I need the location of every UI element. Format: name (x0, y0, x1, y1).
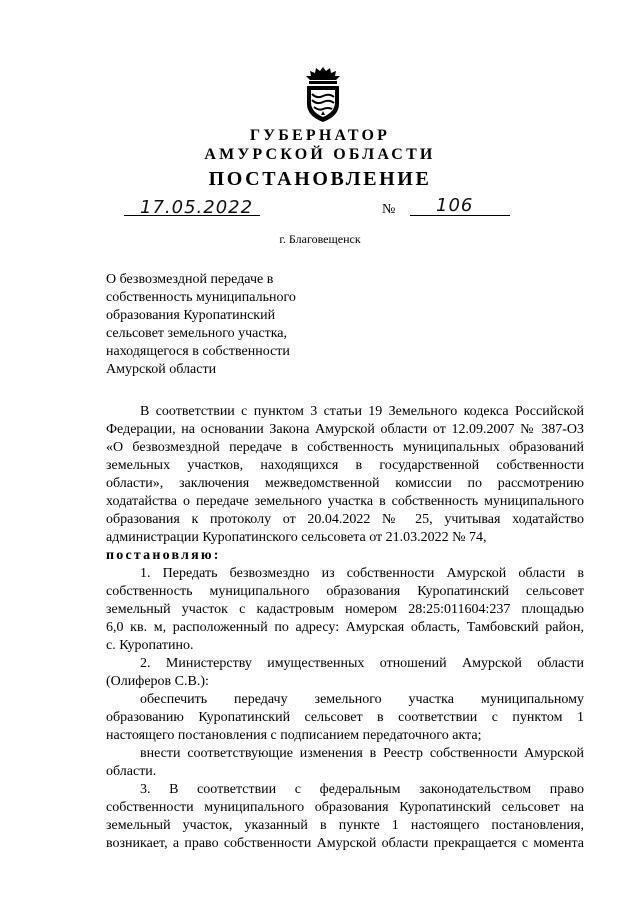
clause-1-line: 1. Передать безвозмездно из собственности Амурской области в (140, 566, 584, 581)
handwritten-date: 17.05.2022 (140, 197, 254, 218)
title-line: образования Куропатинский (106, 308, 276, 323)
header-decree: ПОСТАНОВЛЕНИЕ (208, 168, 432, 190)
clause-1-line: с. Куропатино. (106, 638, 194, 653)
clause-2-line: обеспечить передачу земельного участка муниципальному (140, 692, 584, 707)
clause-2-line: (Олиферов С.В.): (106, 674, 209, 689)
title-line: находящегося в собственности (106, 344, 290, 359)
header-region: АМУРСКОЙ ОБЛАСТИ (204, 146, 436, 163)
clause-1-line: земельный участок с кадастровым номером 28:25:011604:237 площадью (106, 602, 584, 617)
body-line: образования к протоколу от 20.04.2022 № 25, учитывая ходатайство (106, 512, 584, 527)
number-sign: № (382, 202, 396, 217)
clause-3-line: собственности муниципального образования Куропатинский сельсовет на (106, 800, 584, 815)
clause-3-line: возникает, а право собственности Амурской области прекращается с момента (106, 836, 584, 851)
document-title (106, 271, 296, 379)
clause-1-line: собственность муниципального образования Куропатинский сельсовет (106, 584, 584, 599)
title-line: Амурской области (106, 362, 217, 377)
title-line: О безвозмездной передаче в (106, 272, 274, 287)
handwritten-number: 106 (436, 195, 474, 216)
clause-2-line: 2. Министерству имущественных отношений Амурской области (140, 656, 584, 671)
clause-3-line: земельный участок, указанный в пункте 1 настоящего постановления, (106, 818, 584, 833)
title-line: сельсовет земельного участка, (106, 326, 288, 341)
decree-keyword: постановляю: (106, 548, 221, 563)
body-line: ходатайства о передаче земельного участка в собственность муниципального (106, 494, 584, 509)
body-line: «О безвозмездной передаче в собственность муниципальных образований (106, 440, 584, 455)
clause-2-line: внести соответствующие изменения в Реестр собственности Амурской (140, 746, 584, 761)
coat-of-arms-emblem (303, 66, 343, 124)
clause-1-line: 6,0 кв. м, расположенный по адресу: Амурская область, Тамбовский район, (106, 620, 584, 635)
header-governor: ГУБЕРНАТОР (249, 127, 391, 144)
body-line: области», заключения межведомственной комиссии по рассмотрению (106, 476, 584, 491)
body-line: Федерации, на основании Закона Амурской области от 12.09.2007 № 387-ОЗ (106, 422, 584, 437)
clause-3-line: 3. В соответствии с федеральным законодательством право (140, 782, 584, 797)
city-label: г. Благовещенск (279, 232, 361, 246)
title-line: собственность муниципального (106, 290, 296, 305)
clause-2-line: настоящего постановления с подписанием передаточного акта; (106, 728, 482, 743)
body-line: администрации Куропатинского сельсовета от 21.03.2022 № 74, (106, 530, 487, 545)
clause-2-line: образованию Куропатинский сельсовет в соответствии с пунктом 1 (106, 710, 584, 725)
body-text (106, 403, 584, 853)
body-line: земельных участков, находящихся в государственной собственности (106, 458, 584, 473)
body-line: В соответствии с пунктом 3 статьи 19 Земельного кодекса Российской (140, 404, 584, 419)
clause-2-line: области. (106, 764, 157, 779)
